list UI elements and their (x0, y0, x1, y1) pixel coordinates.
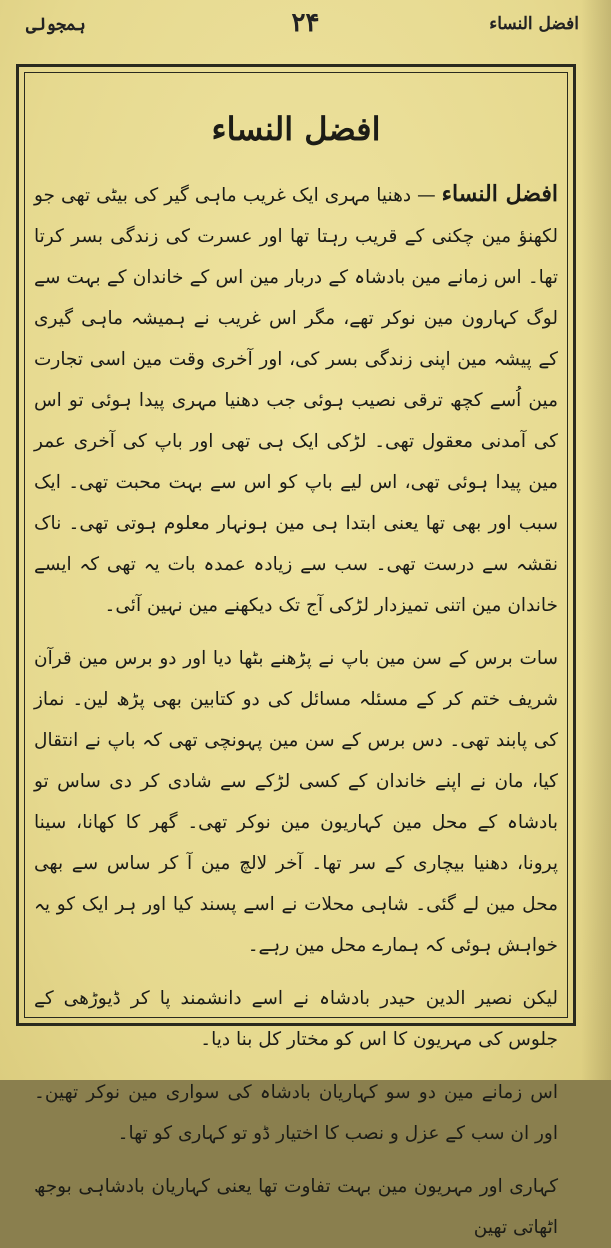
paragraph (34, 638, 558, 966)
section-name: ہمجولی (26, 15, 86, 35)
paragraph-text: کہاری اور مہریون مین بہت تفاوت تھا یعنی کہاریان بادشاہی بوجھ اٹھاتی تھین (34, 1176, 558, 1239)
paragraph (34, 174, 558, 626)
paragraph-text: اس زمانے مین دو سو کہاریان بادشاہ کی سواری مین نوکر تھین۔ اور ان سب کے عزل و نصب کا اختیار ڈو تو کہاری کو تھا۔ (34, 1082, 558, 1145)
paragraph-text: لیکن نصیر الدین حیدر بادشاہ نے اسے دانشمند پا کر ڈیوڑھی کے جلوس کی مہریون کا اس کو مختار کل بنا دیا۔ (34, 988, 558, 1051)
article-title: افضل النساء (211, 110, 381, 148)
paragraph-text: — دھنیا مہری ایک غریب ماہی گیر کی بیٹی تھی جو لکھنؤ مین چکنی کے قریب رہتا تھا اور عسرت کی زندگی بسر کرتا تھا۔ اس زمانے مین بادشاہ کے دربار مین اس کے خاندان کے بہت سے لوگ کہارون مین نوکر تھے، مگر اس غریب نے ہمیشہ ماہی گیری کے پیشہ مین اپنی زندگی بسر کی، اور آخری وقت مین اسی تجارت مین اُسے کچھ ترقی نصیب ہوئی جب دھنیا مہری پیدا ہوئی تو اس کی آمدنی معقول تھی۔ لڑکی ایک ہی تھی اور باپ کی آخری عمر مین پیدا ہوئی تھی، اس لیے باپ کو اس سے بہت محبت تھی۔ ایک سبب اور بھی تھا یعنی ابتدا ہی مین ہونہار معلوم ہوتی تھی۔ ناک نقشہ سے درست تھی۔ سب سے زیادہ عمدہ بات یہ تھی کہ ایسے خاندان مین اتنی تمیزدار لڑکی آج تک دیکھنے مین نہین آئی۔ (34, 185, 558, 617)
paragraph-text: سات برس کے سن مین باپ نے پڑھنے بٹھا دیا اور دو برس مین قرآن شریف ختم کر کے مسئلہ مسائل کی دو کتابین بھی پڑھ لین۔ نماز کی پابند تھی۔ دس برس کے سن مین پہونچی تھی کہ باپ نے انتقال کیا، مان نے اپنے خاندان کے کسی لڑکے سے شادی کر دی ساس تو بادشاہ کے محل مین کہاریون مین نوکر تھی۔ گھر کا کھانا، سینا پرونا، دھنیا بیچاری کے سر تھا۔ آخر لالچ مین آ کر ساس سے بھی محل مین لے گئی۔ شاہی محلات نے اسے پسند کیا اور ہر ایک کو یہ خواہش ہوئی کہ ہمارے محل مین رہے۔ (34, 648, 558, 957)
article-body (34, 96, 558, 1239)
paragraph (34, 978, 558, 1060)
paragraph (34, 1072, 558, 1154)
paragraph (34, 1166, 558, 1248)
page-number: ۲۴ (291, 8, 320, 38)
paragraph-lead: افضل النساء (441, 181, 558, 208)
page-edge-shadow (581, 0, 611, 1080)
running-title: افضل النساء (489, 14, 579, 34)
page-header (18, 6, 593, 50)
